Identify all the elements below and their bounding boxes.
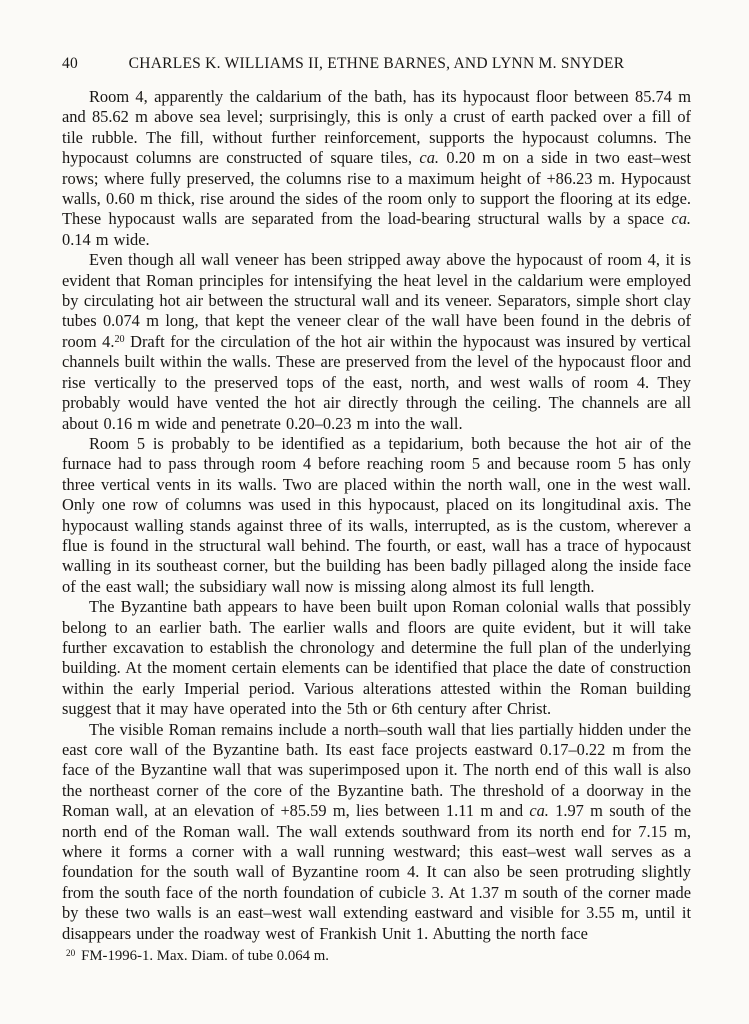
paragraph: Even though all wall veneer has been stripped away above the hypocaust of room 4, it is evident that Roman principles for intensifying the heat level in the caldarium were employed by circulating hot air between the structural wall and its veneer. Separators, simple short clay tubes 0.074 m long, that kept the veneer clear of the wall have been found in the debris of room 4.20 Draft for the circulation of the hot air within the hypocaust was insured by vertical channels built within the walls. These are preserved from the level of the hypocaust floor and rise vertically to the preserved tops of the east, north, and west walls of room 4. They probably would have vented the hot air directly through the ceiling. The channels are all about 0.16 m wide and penetrate 0.20–0.23 m into the wall. — [62, 250, 691, 433]
paragraph: The visible Roman remains include a north–south wall that lies partially hidden under the east core wall of the Byzantine bath. Its east face projects eastward 0.17–0.22 m from the face of the Byzantine wall that was superimposed upon it. The north end of this wall is also the northeast corner of the core of the Byzantine bath. The threshold of a doorway in the Roman wall, at an elevation of +85.59 m, lies between 1.11 m and ca. 1.97 m south of the north end of the Roman wall. The wall extends southward from its north end for 7.15 m, where it forms a corner with a wall running westward; this east–west wall serves as a foundation for the south wall of Byzantine room 4. It can also be seen protruding slightly from the south face of the north foundation of cubicle 3. At 1.37 m south of the corner made by these two walls is an east–west wall extending eastward and visible for 3.55 m, until it disappears under the roadway west of Frankish Unit 1. Abutting the north face — [62, 719, 691, 943]
footnote-text: FM-1996-1. Max. Diam. of tube 0.064 m. — [81, 948, 329, 964]
paragraph: Room 5 is probably to be identified as a tepidarium, both because the hot air of the furnace had to pass through room 4 before reaching room 5 and because room 5 has only three vertical vents in its walls. Two are placed within the north wall, one in the west wall. Only one row of columns was used in this hypocaust, placed on its longitudinal axis. The hypocaust walling stands against three of its walls, interrupted, as is the custom, wherever a flue is found in the structural wall behind. The fourth, or east, wall has a trace of hypocaust walling in its southeast corner, but the building has been badly pillaged along the inside face of the east wall; the subsidiary wall now is missing along almost its full length. — [62, 433, 691, 596]
body-paragraphs — [62, 87, 691, 944]
page-number: 40 — [62, 55, 78, 72]
footnote-marker: 20 — [66, 947, 76, 958]
running-header: CHARLES K. WILLIAMS II, ETHNE BARNES, AND LYNN M. SNYDER — [128, 55, 625, 72]
italic-run: ca. — [419, 148, 439, 168]
paragraph: Room 4, apparently the caldarium of the bath, has its hypocaust floor between 85.74 m and 85.62 m above sea level; surprisingly, this is only a crust of earth packed over a fill of tile rubble. The fill, without further reinforcement, supports the hypocaust columns. The hypocaust columns are constructed of square tiles, ca. 0.20 m on a side in two east–west rows; where fully preserved, the columns rise to a maximum height of +86.23 m. Hypocaust walls, 0.60 m thick, rise around the sides of the room only to support the flooring at its edge. These hypocaust walls are separated from the load-bearing structural walls by a space ca. 0.14 m wide. — [62, 87, 691, 249]
footnote-reference: 20 — [114, 334, 125, 346]
page-header — [62, 55, 691, 75]
paragraph: The Byzantine bath appears to have been built upon Roman colonial walls that possibly belong to an earlier bath. The earlier walls and floors are quite evident, but it will take further excavation to establish the chronology and determine the full plan of the underlying building. At the moment certain elements can be identified that place the date of construction within the early Imperial period. Various alterations attested within the Roman building suggest that it may have operated into the 5th or 6th century after Christ. — [62, 597, 691, 719]
italic-run: ca. — [529, 801, 549, 821]
italic-run: ca. — [671, 209, 691, 229]
footnote — [66, 947, 686, 965]
